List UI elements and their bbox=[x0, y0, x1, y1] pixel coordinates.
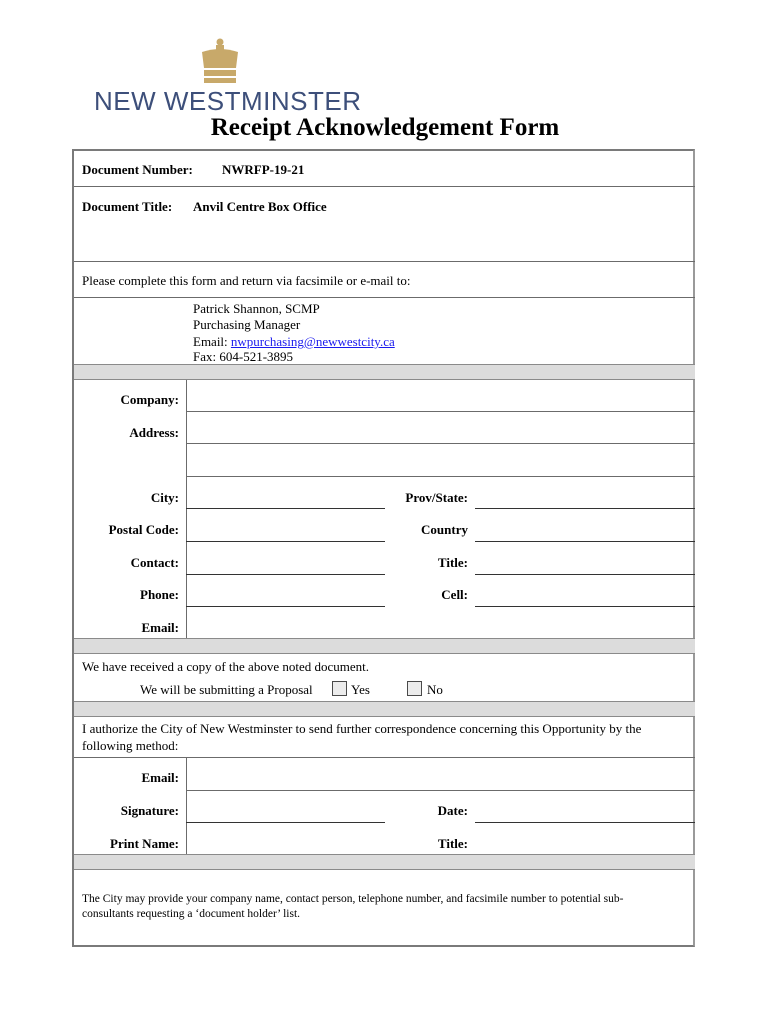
contact-role: Purchasing Manager bbox=[193, 317, 301, 332]
section-separator bbox=[74, 854, 695, 870]
signature-field[interactable] bbox=[186, 822, 385, 823]
divider bbox=[186, 476, 695, 477]
return-instruction: Please complete this form and return via facsimile or e-mail to: bbox=[82, 273, 411, 288]
print-name-field[interactable] bbox=[188, 826, 384, 852]
postal-code-label: Postal Code: bbox=[108, 522, 179, 537]
email-prefix: Email: bbox=[193, 334, 231, 349]
divider bbox=[186, 790, 695, 791]
crown-icon bbox=[198, 38, 242, 84]
authorization-statement-cont: following method: bbox=[82, 738, 179, 753]
document-title-label: Document Title: bbox=[82, 199, 173, 214]
form-title: Receipt Acknowledgement Form bbox=[210, 114, 560, 141]
divider bbox=[74, 297, 695, 298]
prov-state-label: Prov/State: bbox=[405, 490, 468, 505]
country-field[interactable] bbox=[475, 541, 695, 542]
column-divider bbox=[186, 758, 187, 854]
yes-checkbox[interactable] bbox=[332, 681, 347, 696]
phone-label: Phone: bbox=[140, 587, 179, 602]
no-label: No bbox=[427, 682, 443, 697]
no-checkbox[interactable] bbox=[407, 681, 422, 696]
privacy-note-line1: The City may provide your company name, contact person, telephone number, and facsimile number to potential sub- bbox=[82, 893, 624, 905]
divider bbox=[186, 411, 695, 412]
divider bbox=[74, 261, 695, 262]
divider bbox=[74, 757, 695, 758]
section-separator bbox=[74, 638, 695, 654]
company-field[interactable] bbox=[188, 382, 693, 410]
auth-title-label: Title: bbox=[437, 836, 468, 851]
divider bbox=[74, 186, 695, 187]
auth-email-field[interactable] bbox=[188, 760, 693, 789]
org-name: NEW WESTMINSTER bbox=[94, 86, 362, 116]
signature-label: Signature: bbox=[120, 803, 179, 818]
postal-code-field[interactable] bbox=[186, 541, 385, 542]
prov-state-field[interactable] bbox=[475, 508, 695, 509]
title-label: Title: bbox=[437, 555, 468, 570]
proposal-question: We will be submitting a Proposal bbox=[140, 682, 313, 697]
org-logo bbox=[94, 38, 362, 116]
privacy-note-line2: consultants requesting a ‘document holder’ list. bbox=[82, 908, 301, 920]
date-field[interactable] bbox=[475, 822, 695, 823]
section-separator bbox=[74, 364, 695, 380]
cell-field[interactable] bbox=[475, 606, 695, 607]
document-title-value: Anvil Centre Box Office bbox=[193, 199, 327, 214]
contact-email-line bbox=[193, 334, 395, 350]
contact-name: Patrick Shannon, SCMP bbox=[193, 301, 320, 316]
date-label: Date: bbox=[437, 803, 468, 818]
yes-label: Yes bbox=[351, 682, 370, 697]
city-field[interactable] bbox=[186, 508, 385, 509]
cell-label: Cell: bbox=[441, 587, 468, 602]
column-divider bbox=[186, 380, 187, 638]
contact-label: Contact: bbox=[130, 555, 179, 570]
document-number-value: NWRFP-19-21 bbox=[222, 162, 305, 177]
email-field[interactable] bbox=[188, 608, 693, 638]
title-field[interactable] bbox=[475, 574, 695, 575]
auth-email-label: Email: bbox=[141, 770, 179, 785]
address-field[interactable] bbox=[188, 413, 693, 475]
contact-fax: Fax: 604-521-3895 bbox=[193, 349, 294, 364]
email-label: Email: bbox=[141, 620, 179, 635]
country-label: Country bbox=[421, 522, 468, 537]
print-name-label: Print Name: bbox=[110, 836, 179, 851]
receipt-statement: We have received a copy of the above noted document. bbox=[82, 659, 369, 674]
contact-email-link[interactable]: nwpurchasing@newwestcity.ca bbox=[230, 334, 395, 349]
phone-field[interactable] bbox=[186, 606, 385, 607]
contact-field[interactable] bbox=[186, 574, 385, 575]
document-number-label: Document Number: bbox=[82, 162, 193, 177]
authorization-statement: I authorize the City of New Westminster to send further correspondence concerning this Opportunity by the bbox=[82, 721, 642, 736]
auth-title-field[interactable] bbox=[477, 826, 693, 852]
address-label: Address: bbox=[129, 425, 179, 440]
section-separator bbox=[74, 701, 695, 717]
city-label: City: bbox=[150, 490, 179, 505]
company-label: Company: bbox=[120, 392, 179, 407]
